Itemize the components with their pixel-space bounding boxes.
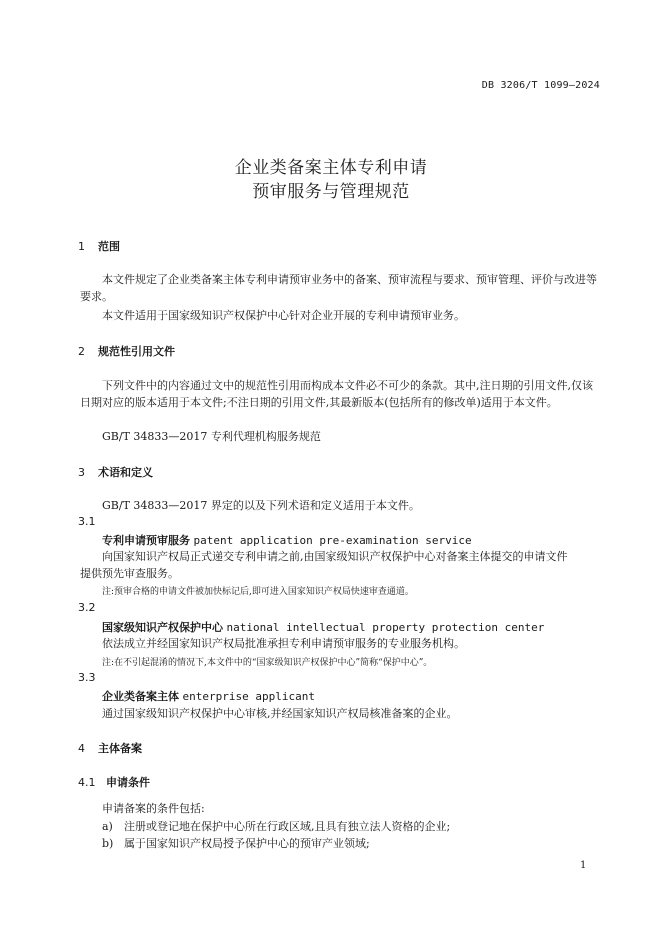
list-item <box>102 835 370 851</box>
section-number: 2 <box>78 345 85 358</box>
term-english: national intellectual property protection center <box>226 621 545 634</box>
section-1-paragraph-1: 本文件规定了企业类备案主体专利申请预审业务中的备案、预审流程与要求、预审管理、评价与改进等要求。 <box>80 273 597 303</box>
term-3-1-definition-line-1: 向国家知识产权局正式递交专利申请之前,由国家级知识产权保护中心对备案主体提交的申请文件 <box>102 550 568 563</box>
term-3-3-number: 3.3 <box>78 671 96 684</box>
term-3-2-number: 3.2 <box>78 601 96 614</box>
term-chinese: 国家级知识产权保护中心 <box>102 621 223 634</box>
section-number: 3 <box>78 466 85 479</box>
list-text: 注册或登记地在保护中心所在行政区域,且具有独立法人资格的企业; <box>124 820 451 833</box>
term-3-2-note: 注:在不引起混淆的情况下,本文件中的“国家级知识产权保护中心”简称“保护中心”。 <box>102 658 433 668</box>
section-2-heading <box>78 343 175 359</box>
document-title-line-2: 预审服务与管理规范 <box>252 182 410 202</box>
subsection-4-1-heading <box>78 774 150 790</box>
list-marker: a) <box>102 820 113 833</box>
term-3-3-heading <box>102 688 315 704</box>
standard-number: DB 3206/T 1099—2024 <box>481 80 600 91</box>
term-english: patent application pre-examination service <box>193 534 472 547</box>
term-3-3-definition: 通过国家级知识产权保护中心审核,并经国家知识产权局核准备案的企业。 <box>102 707 458 720</box>
term-3-1-number: 3.1 <box>78 515 96 528</box>
term-3-1-heading <box>102 532 472 548</box>
term-english: enterprise applicant <box>182 690 315 703</box>
list-item <box>102 818 450 834</box>
section-1-paragraph-2: 本文件适用于国家级知识产权保护中心针对企业开展的专利申请预审业务。 <box>102 309 465 322</box>
term-3-1-note: 注:预审合格的申请文件被加快标记后,即可进入国家知识产权局快速审查通道。 <box>102 587 414 597</box>
section-1-heading <box>78 238 120 254</box>
normative-reference: GB/T 34833—2017 专利代理机构服务规范 <box>102 430 321 443</box>
term-3-2-heading <box>102 619 544 635</box>
document-title-line-1: 企业类备案主体专利申请 <box>234 158 428 178</box>
term-3-1-definition-line-2: 提供预先审查服务。 <box>80 567 179 580</box>
subsection-title: 申请条件 <box>106 776 150 789</box>
list-marker: b) <box>102 837 114 850</box>
section-title: 范围 <box>98 240 120 253</box>
terms-intro: GB/T 34833—2017 界定的以及下列术语和定义适用于本文件。 <box>102 499 420 512</box>
section-title: 术语和定义 <box>98 466 153 479</box>
subsection-number: 4.1 <box>78 776 96 789</box>
section-title: 规范性引用文件 <box>98 345 175 358</box>
section-number: 4 <box>78 742 85 755</box>
conditions-intro: 申请备案的条件包括: <box>102 802 205 815</box>
section-2-paragraph-1: 下列文件中的内容通过文中的规范性引用而构成本文件必不可少的条款。其中,注日期的引用文件,仅该日期对应的版本适用于本文件;不注日期的引用文件,其最新版本(包括所有的修改单)适用于本文件。 <box>80 379 593 409</box>
section-3-heading <box>78 464 153 480</box>
list-text: 属于国家知识产权局授予保护中心的预审产业领域; <box>124 837 370 850</box>
section-number: 1 <box>78 240 85 253</box>
term-3-2-definition: 依法成立并经国家知识产权局批准承担专利申请预审服务的专业服务机构。 <box>102 637 465 650</box>
section-title: 主体备案 <box>98 742 142 755</box>
term-chinese: 企业类备案主体 <box>102 690 179 703</box>
page-number: 1 <box>580 860 587 871</box>
section-4-heading <box>78 740 142 756</box>
term-chinese: 专利申请预审服务 <box>102 534 190 547</box>
